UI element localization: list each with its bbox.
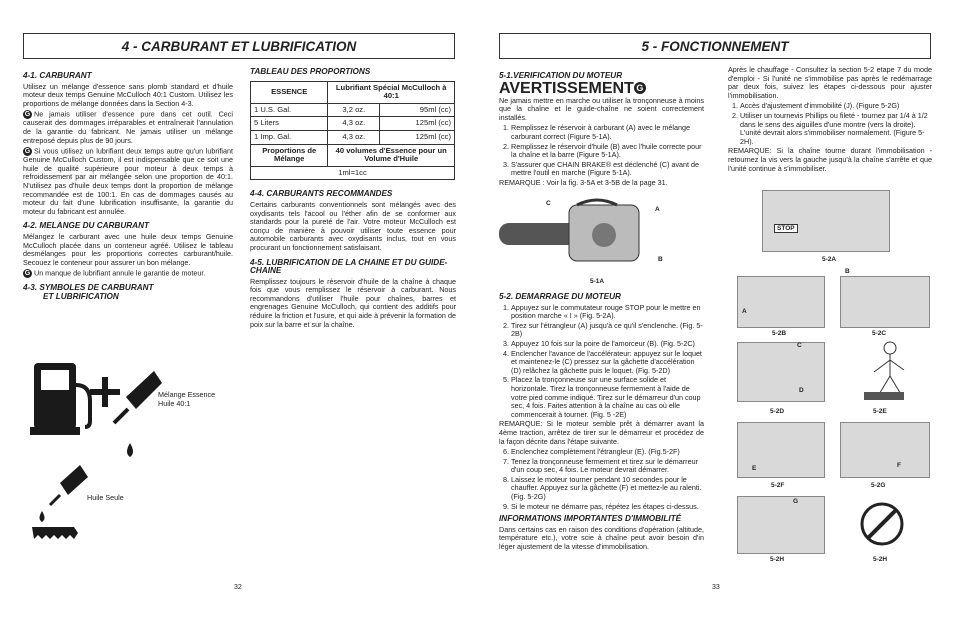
warning-g-icon: G bbox=[634, 82, 646, 94]
s42-title: 4-2. MELANGE DU CARBURANT bbox=[23, 221, 149, 231]
table-cell: 95ml (cc) bbox=[380, 103, 455, 117]
fig-label-c: C bbox=[797, 342, 802, 349]
warning-g-icon: G bbox=[24, 148, 31, 156]
s41-title: 4-1. CARBURANT bbox=[23, 71, 92, 80]
table-row bbox=[251, 117, 455, 131]
table-cell: 5 Liters bbox=[251, 117, 328, 131]
s42-warning: G Un manque de lubrifiant annule le garantie de moteur. bbox=[24, 268, 206, 278]
s51-list bbox=[499, 124, 704, 178]
table-cell: 1ml=1cc bbox=[251, 166, 455, 180]
figure-5-2a bbox=[762, 190, 890, 252]
stop-label: STOP bbox=[774, 224, 798, 233]
col3-list bbox=[728, 102, 932, 146]
fig51-b: B bbox=[658, 256, 663, 263]
s44-title: 4-4. CARBURANTS RECOMMANDES bbox=[250, 189, 393, 199]
list-item: 3. S'assurer que CHAIN BRAKE® est déclenché (C) avant de mettre l'outil en marche (Figure 5-1A). bbox=[511, 161, 704, 178]
s51-remark: REMARQUE : Voir la fig. 3-5A et 3-5B de la page 31. bbox=[499, 177, 668, 187]
list-item: 7. Tenez la tronçonneuse fermement et tirez sur le démarreur d'un coup sec, 4 fois. Le moteur devrait démarrer. bbox=[511, 458, 704, 475]
list-item: 9. Si le moteur ne démarre pas, répétez les étapes ci-dessus. bbox=[511, 503, 704, 512]
right-col-2 bbox=[728, 66, 932, 175]
s52-remark: REMARQUE: Si le moteur semble prêt à démarrer avant la 4ème traction, arrêtez de tirer sur le démarreur et procédez de la façon décrite dans l'étape suivante. bbox=[499, 419, 704, 446]
fig-label-g: G bbox=[793, 498, 799, 505]
warning-text: AVERTISSEMENT bbox=[499, 79, 634, 97]
table-row bbox=[251, 144, 455, 166]
s41-warning-1: G Ne jamais utiliser d'essence pure dans cet outil. Ceci causerait des dommages irréparables et entraînerait l'annulation de la garantie du fabricant. Ne jamais utiliser un mélange entreposé depuis plus de 90 jours. bbox=[23, 109, 233, 145]
s42-text: Mélangez le carburant avec une huile deux temps Genuine McCulloch placée dans un conteneur agréé. Utilisez le tableau desmélanges pour les proportions correctes carburant/huile. Secouez le conteneur pour assurer un bon mélange. bbox=[23, 231, 233, 267]
s52-title: 5-2. DEMARRAGE DU MOTEUR bbox=[499, 292, 621, 301]
info-title: INFORMATIONS IMPORTANTES D'IMMOBILITÉ bbox=[499, 514, 682, 524]
warning-g-icon: G bbox=[24, 111, 31, 119]
fig-5-2e-label: 5-2E bbox=[873, 408, 887, 415]
sym-label-3: Huile Seule bbox=[87, 493, 124, 502]
left-header: 4 - CARBURANT ET LUBRIFICATION bbox=[23, 33, 455, 59]
fig-5-2c-label: 5-2C bbox=[872, 330, 887, 337]
chain-icon bbox=[32, 527, 78, 539]
s51-title: 5-1.VERIFICATION DU MOTEUR bbox=[499, 71, 623, 80]
s43-title: 4-3. SYMBOLES DE CARBURANT bbox=[23, 283, 154, 293]
table-row bbox=[251, 130, 455, 144]
fig-5-2h-label-2: 5-2H bbox=[873, 556, 888, 563]
table-cell: 125ml (cc) bbox=[380, 130, 455, 144]
proportions-table bbox=[250, 81, 455, 181]
fig-label-d: D bbox=[799, 387, 804, 394]
right-col-1b bbox=[499, 293, 704, 554]
figure-5-2c bbox=[840, 276, 930, 328]
fig-5-2b-label: 5-2B bbox=[772, 330, 787, 337]
warning-heading bbox=[499, 81, 704, 97]
table-row bbox=[251, 103, 455, 117]
table-cell: 4,3 oz. bbox=[328, 117, 380, 131]
right-page-number: 33 bbox=[712, 584, 720, 591]
fig-5-2a-label: 5-2A bbox=[822, 256, 837, 263]
list-item: 2. Utiliser un tournevis Phillips ou fileté - tournez par 1/4 à 1/2 dans le sens des aiguilles d'une montre (vers la droite). L'unité devrait alors s'immobiliser normalement. (Figure 5-2H). bbox=[740, 112, 932, 146]
s44-text: Certains carburants conventionnels sont mélangés avec des oxydisants tels l'acool ou l'éther afin de se conformer aux standards pour la pureté de l'air. Votre moteur McCulloch est conçu de manière à pouvoir utiliser toute essence pour automobile carburants avec oxydisants inclus, tout en vous procurant un fonctionnement satisfaisant. bbox=[250, 199, 456, 252]
s41-warning-2: G Si vous utilisez un lubrifiant deux temps autre qu'un lubrifiant Genuine McCulloch Custom, il est indispensable que ce soit une huile de qualité supérieure pour moteur à deux temps à refroidissement par air mélangée selon une proportion de 40:1. N'utilisez pas d'huile deux temps dont la proportion de mélange recommandée est de 100:1. En cas de dommages causés au moteur du fait d'une lubrification insuffisante, la garantie du moteur du fabricant est annulée. bbox=[23, 146, 233, 216]
table-cell: 1 Imp. Gal. bbox=[251, 130, 328, 144]
list-item: 6. Enclenchez complètement l'étrangleur (E). (Fig.5-2F) bbox=[511, 448, 704, 457]
s51-text: Ne jamais mettre en marche ou utiliser la tronçonneuse à moins que la chaîne et le guide-chaîne ne soient correctement installés. bbox=[499, 95, 704, 122]
fig51-label: 5-1A bbox=[590, 278, 605, 285]
warning-g-icon: G bbox=[24, 270, 31, 278]
drop-icon bbox=[40, 511, 45, 522]
s52-list-2 bbox=[499, 448, 704, 511]
list-item: 3. Appuyez 10 fois sur la poire de l'amorceur (B). (Fig. 5-2C) bbox=[511, 340, 704, 349]
table-cell: Proportions de Mélange bbox=[251, 144, 328, 166]
figure-5-2b bbox=[737, 276, 825, 328]
col3-remark: REMARQUE: Si la chaîne tourne durant l'immobilisation - retournez la vis vers la gauche jusqu'à la chaîne s'arrête et que l'unité continue à s'immobiliser. bbox=[728, 146, 932, 173]
fig-5-2h-label: 5-2H bbox=[770, 556, 785, 563]
sym-label-1: Mélange Essence bbox=[158, 390, 216, 399]
col3-text: Après le chauffage - Consultez la section 5-2 etape 7 du mode d'emploi - Si l'unité ne s'immobilise pas après le redémarrage par deux fois, suivez les étapes ci-dessous pour ajuster l'immobilisation. bbox=[728, 65, 932, 100]
table-cell: 125ml (cc) bbox=[380, 117, 455, 131]
left-col-1 bbox=[23, 66, 233, 303]
oil-funnel-icon bbox=[114, 371, 162, 423]
table-cell: 4,3 oz. bbox=[328, 130, 380, 144]
figure-5-1a bbox=[499, 195, 699, 275]
fig51-a: A bbox=[655, 206, 660, 213]
s52-list bbox=[499, 304, 704, 420]
fig-5-2f-label: 5-2F bbox=[771, 482, 785, 489]
figure-5-2d bbox=[737, 342, 825, 402]
table-cell: 3,2 oz. bbox=[328, 103, 380, 117]
list-item: 5. Placez la tronçonneuse sur une surface solide et horizontale. Tirez la tronçonneuse fermement à l'aide de votre pied comme indiqué. Tirez sur le démarreur d'un coup sec, 4 fois. Faites attention à la chaîne au cas où elle commencerait à tourner. (Fig. 5 -2E) bbox=[511, 376, 704, 419]
table-head-essence: ESSENCE bbox=[251, 81, 328, 103]
s45-title: 4-5. LUBRIFICATION DE LA CHAINE ET DU GUIDE-CHAINE bbox=[250, 257, 448, 276]
right-col-1 bbox=[499, 66, 704, 190]
oil-only-funnel-icon bbox=[50, 465, 88, 505]
fig51-c: C bbox=[546, 200, 551, 207]
list-item: 2. Tirez sur l'étrangleur (A) jusqu'à ce qu'il s'enclenche. (Fig. 5-2B) bbox=[511, 322, 704, 339]
list-item: 2. Remplissez le réservoir d'huile (B) avec l'huile correcte pour la chaîne et la barre (Figure 5-1A). bbox=[511, 143, 704, 160]
list-item: 4. Enclencher l'avance de l'accélérateur: appuyez sur le loquet et maintenez-le (C) pressez sur la gâchette d'accélération (D) relâchez la gâchette puis le loquet. (Fig. 5-2D) bbox=[511, 350, 704, 376]
fig-label-b: B bbox=[845, 268, 850, 275]
fig-label-e: E bbox=[752, 465, 757, 472]
table-title: TABLEAU DES PROPORTIONS bbox=[250, 67, 371, 76]
fig-5-2d-label: 5-2D bbox=[770, 408, 785, 415]
table-cell: 40 volumes d'Essence pour un Volume d'Huile bbox=[328, 144, 455, 166]
table-head-lub: Lubrifiant Spécial McCulloch à 40:1 bbox=[328, 81, 455, 103]
s45-text: Remplissez toujours le réservoir d'huile de la chaîne à chaque fois que vous remplissez le réservoir à carburant. Nous recommandons d'utiliser l'huile pour chaînes, barres et engrenages Genuine McCulloch, qui contient des additifs pour réduire la friction et l'usure, et qui aide à prévenir la formation de poix sur la barre et sur la chaîne. bbox=[250, 276, 456, 329]
list-item: 1. Accès d'ajustement d'immobilité (J). (Figure 5-2G) bbox=[740, 102, 932, 111]
table-row bbox=[251, 166, 455, 180]
s43-title-2: ET LUBRIFICATION bbox=[43, 291, 119, 301]
fig-label-a: A bbox=[742, 308, 747, 315]
fig-5-2g-label: 5-2G bbox=[871, 482, 886, 489]
rotation-arrow-icon bbox=[858, 500, 906, 548]
figure-5-2f bbox=[737, 422, 825, 478]
fig-label-f: F bbox=[897, 462, 901, 469]
info-text: Dans certains cas en raison des conditions d'opération (altitude, température etc.), votre scie à chaîne peut avoir besoin d'in léger ajustement de la vitesse d'immobilisation. bbox=[499, 524, 704, 552]
list-item: 1. Appuyez sur le commutateur rouge STOP pour le mettre en position marche « I » (Fig. 5-2A). bbox=[511, 304, 704, 321]
table-cell: 1 U.S. Gal. bbox=[251, 103, 328, 117]
figure-5-2h bbox=[737, 496, 825, 554]
person-pulling-starter-icon bbox=[850, 340, 920, 404]
drop-icon bbox=[127, 443, 133, 457]
left-col-2 bbox=[250, 66, 456, 331]
list-item: 1. Remplissez le réservoir à carburant (A) avec le mélange carburant correct (Figure 5-1A). bbox=[511, 124, 704, 141]
figure-5-2g bbox=[840, 422, 930, 478]
s41-text: Utilisez un mélange d'essence sans plomb standard et d'huile moteur deux temps Genuine McCulloch 40:1 Custom. Utilisez les proportions de mélange données dans la Section 4-3. bbox=[23, 81, 233, 108]
sym-label-2: Huile 40:1 bbox=[158, 399, 191, 408]
left-page-number: 32 bbox=[234, 584, 242, 591]
fuel-pump-icon bbox=[30, 363, 90, 435]
right-header: 5 - FONCTIONNEMENT bbox=[499, 33, 931, 59]
list-item: 8. Laissez le moteur tourner pendant 10 secondes pour le chauffer. Appuyez sur la gâchette (F) et mettez-le au ralenti. (Fig. 5-2G) bbox=[511, 476, 704, 502]
fuel-symbols-illustration bbox=[28, 355, 168, 555]
plus-icon bbox=[90, 377, 120, 407]
